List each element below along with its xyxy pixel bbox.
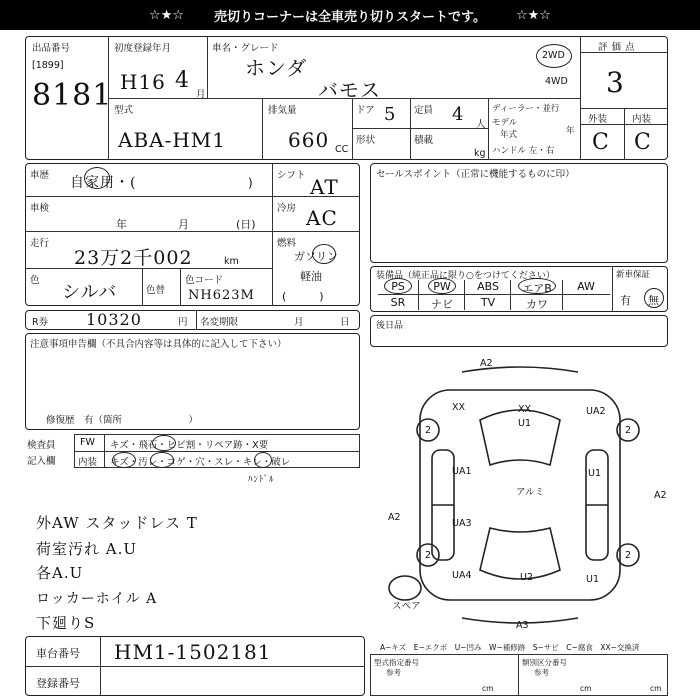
- equip-leather: カワ: [526, 298, 548, 311]
- diag-a3: A3: [516, 620, 529, 631]
- handwritten-4: ロッカーホイル A: [36, 591, 158, 607]
- history-circle: [84, 167, 110, 189]
- new-car-label: 新車保証: [616, 270, 651, 280]
- fuel-label: 燃料: [277, 238, 297, 249]
- diag-ua4: UA4: [452, 570, 472, 581]
- first-reg-year: H16: [120, 70, 166, 94]
- tax-value: 10320: [86, 310, 142, 329]
- notes-repair: 修復歴 有（箇所 ）: [46, 415, 199, 426]
- drive-2wd: 2WD: [542, 50, 565, 61]
- car-maker: ホンダ: [245, 56, 308, 80]
- diag-spare: スペア: [392, 601, 421, 612]
- checker-fw-items: キズ・飛石・ヒビ割・リペア跡・X要: [110, 440, 269, 451]
- tax-due-month: 月: [294, 317, 304, 328]
- footer-f2: 類別区分番号: [522, 658, 567, 667]
- capacity-label: 定員: [414, 105, 434, 116]
- footer-cm2: cm: [580, 684, 592, 693]
- equip-pw: PW: [433, 280, 451, 293]
- inspection-year: 年: [116, 218, 127, 231]
- displacement-value: 660: [288, 128, 330, 152]
- equip-navi: ナビ: [431, 298, 453, 311]
- doors-label: ドア: [356, 105, 375, 116]
- car-model: バモス: [318, 78, 381, 102]
- ac-label: 冷房: [277, 203, 297, 214]
- dealer-l2: モデル: [492, 118, 518, 128]
- fuel-paren: ( ): [282, 290, 324, 303]
- color-code-label: 色コード: [185, 275, 224, 286]
- diag-tyre-fr: 2: [625, 425, 632, 436]
- top-banner: [0, 0, 700, 30]
- equip-sr: SR: [390, 296, 406, 309]
- diag-a2-left: A2: [388, 512, 401, 523]
- score-int-label: 内装: [632, 114, 652, 125]
- checker-in: 内装: [78, 457, 98, 468]
- drive-4wd: 4WD: [545, 76, 568, 87]
- history-value: 自家用・(: [70, 175, 137, 191]
- sales-label: セールスポイント（正常に機能するものに印）: [376, 169, 575, 180]
- fuel-gas: ガソリン: [294, 250, 338, 263]
- diag-ua3: UA3: [452, 518, 472, 529]
- diag-xx-left: XX: [452, 402, 466, 413]
- footer-f3b: 参考: [534, 668, 549, 677]
- diag-center: アルミ: [516, 487, 545, 498]
- car-label: 車名・グレード: [212, 43, 279, 54]
- inspection-day: (日): [236, 218, 256, 231]
- mileage-label: 走行: [30, 238, 50, 249]
- score-value: 3: [606, 66, 625, 99]
- tax-block: [25, 310, 360, 330]
- ac-value: AC: [306, 206, 338, 230]
- load-label: 積載: [414, 135, 434, 146]
- diag-u1-bottom: U1: [586, 574, 599, 585]
- new-car-yes: 有: [620, 294, 631, 307]
- dealer-l3: 年式: [500, 130, 518, 140]
- dealer-l4: ハンドル 左・右: [492, 146, 555, 156]
- dealer-l1: ディーラー・並行: [492, 104, 560, 114]
- footer-f3a: 参考: [386, 668, 401, 677]
- first-reg-month: 4: [175, 68, 190, 93]
- fuel-diesel: 軽油: [300, 270, 322, 283]
- tax-due-day: 日: [340, 317, 350, 328]
- mileage-unit: km: [224, 256, 239, 267]
- diag-u1-mid: U1: [518, 418, 531, 429]
- diag-a2-top: A2: [480, 358, 493, 369]
- banner-stars-left: ☆★☆: [149, 7, 185, 23]
- mileage-value: 23万2千002: [74, 247, 193, 269]
- tax-unit: 円: [178, 317, 188, 328]
- load-unit: kg: [474, 148, 486, 159]
- model-type-value: ABA-HM1: [118, 128, 226, 152]
- handwritten-2: 荷室汚れ A.U: [36, 540, 138, 558]
- banner-stars-right: ☆★☆: [515, 7, 551, 23]
- first-reg-label: 初度登録年月: [114, 43, 172, 54]
- banner-text: 売切りコーナーは全車売り切りスタートです。: [214, 9, 486, 25]
- rear-label: 後日品: [376, 321, 404, 331]
- checker-in-items: キズ・汚レ・コゲ・穴・スレ・キレ・破レ: [110, 457, 291, 468]
- footer-f1: 型式指定番号: [374, 658, 419, 667]
- diag-tyre-fl: 2: [425, 425, 432, 436]
- notes-label: 注意事項申告欄（不具合内容等は具体的に記入して下さい）: [30, 339, 287, 350]
- shift-value: AT: [310, 175, 339, 199]
- displacement-unit: CC: [335, 144, 349, 155]
- chassis-label: 車台番号: [36, 647, 80, 660]
- history-close: ): [248, 176, 253, 190]
- equipment-label: 装備品（純正品に限り○をつけてください）: [376, 271, 555, 281]
- diag-u1-right: U1: [588, 468, 601, 479]
- color-value: シルバ: [62, 282, 118, 303]
- handwritten-3: 各A.U: [36, 564, 84, 582]
- handwritten-5: 下廻りS: [36, 614, 96, 632]
- equip-airbag: エアB: [522, 282, 552, 295]
- diag-ua1: UA1: [452, 466, 472, 477]
- equip-tv: TV: [480, 296, 496, 309]
- model-type-label: 型式: [114, 105, 134, 116]
- score-int: C: [634, 130, 652, 155]
- lot-label: 出品番号: [32, 43, 71, 54]
- inspection-month: 月: [178, 218, 189, 231]
- checker-fw: FW: [80, 437, 95, 448]
- shape-label: 形状: [356, 135, 376, 146]
- inspection-label: 車検: [30, 203, 50, 214]
- color-code: NH623M: [188, 288, 255, 303]
- first-reg-unit: 月: [196, 89, 206, 100]
- footer-cm1: cm: [482, 684, 494, 693]
- legend-text: A−キズ E−エクボ U−凹み W−補修跡 S−サビ C−腐食 XX−交換済: [380, 643, 640, 652]
- history-label: 車歴: [30, 170, 50, 181]
- color-change-label: 色替: [146, 285, 166, 296]
- drive-2wd-circle: [536, 44, 572, 68]
- rear-block: [370, 315, 668, 347]
- lot-sub: [1899]: [32, 60, 64, 71]
- handwritten-1: 外AW スタッドレス T: [36, 514, 198, 532]
- tax-due-label: 名変期限: [200, 317, 239, 328]
- capacity-value: 4: [452, 104, 465, 125]
- checker-l1: 検査員: [27, 440, 56, 451]
- score-ext: C: [592, 130, 610, 155]
- fuel-gas-circle: [312, 244, 336, 264]
- doors-value: 5: [384, 104, 397, 125]
- score-ext-label: 外装: [588, 114, 608, 125]
- chassis-value: HM1-1502181: [114, 640, 272, 664]
- shift-label: シフト: [277, 170, 306, 181]
- capacity-unit: 人: [476, 119, 486, 130]
- displacement-label: 排気量: [268, 105, 297, 116]
- equip-ps: PS: [391, 280, 405, 293]
- dealer-nen: 年: [566, 126, 575, 136]
- diag-ua2: UA2: [586, 406, 606, 417]
- footer-cm3: cm: [650, 684, 662, 693]
- diag-xx-mid: XX: [518, 404, 532, 415]
- equip-abs: ABS: [477, 280, 499, 293]
- tax-label: R券: [32, 317, 49, 328]
- color-label: 色: [30, 275, 40, 286]
- diag-a2-right: A2: [654, 490, 667, 501]
- diag-u2: U2: [520, 572, 533, 583]
- diag-tyre-rl: 2: [425, 550, 432, 561]
- registration-label: 登録番号: [36, 677, 80, 690]
- diag-tyre-rr: 2: [625, 550, 632, 561]
- new-car-no: 無: [648, 294, 659, 307]
- equip-aw: AW: [577, 280, 595, 293]
- checker-l2: 記入欄: [27, 456, 56, 467]
- score-label: 評価点: [598, 42, 639, 53]
- checker-extra: ﾊﾝﾄﾞﾙ: [248, 475, 275, 485]
- lot-number: 8181: [32, 78, 113, 113]
